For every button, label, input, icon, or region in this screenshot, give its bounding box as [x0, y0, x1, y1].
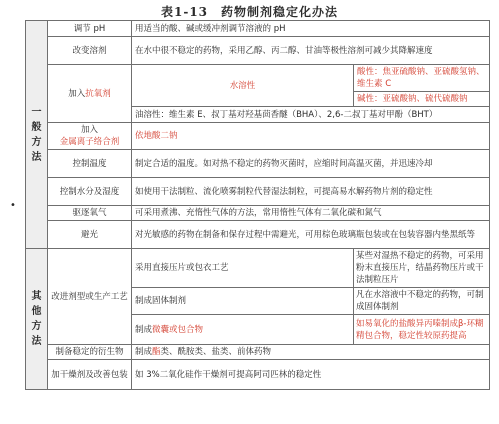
table-row — [26, 249, 490, 288]
method-light: 避光 — [48, 221, 132, 249]
desc-solvent: 在水中很不稳定的药物，采用乙醇、丙二醇、甘油等极性溶剂可减少其降解速度 — [132, 37, 490, 65]
method-humidity: 控制水分及湿度 — [48, 178, 132, 206]
sub-method-microcapsule — [132, 315, 354, 345]
section-general-label: 一般方法 — [26, 21, 48, 249]
desc-derivative-suffix: 类、酰胺类、盐类、前体药物 — [160, 347, 272, 357]
desc-derivative-red: 酯 — [152, 347, 161, 357]
desc-ph: 用适当的酸、碱或缓冲剂调节溶液的 pH — [132, 21, 490, 37]
desc-direct-compression: 某些对湿热不稳定的药物，可采用粉末直接压片，结晶药物压片或干法制粒压片 — [354, 249, 490, 288]
table-row — [26, 150, 490, 178]
desc-chelate: 依地酸二钠 — [132, 123, 490, 150]
sub-method-microcapsule-prefix: 制成 — [135, 324, 153, 335]
antioxidant-acidic: 酸性：焦亚硫酸钠、亚硫酸氢钠、维生素 C — [354, 65, 490, 92]
desc-solid: 凡在水溶液中不稳定的药物，可制成固体制剂 — [354, 288, 490, 315]
table-row — [26, 221, 490, 249]
desc-derivative — [132, 345, 490, 360]
table-row — [26, 65, 490, 92]
antioxidant-basic: 碱性：亚硫酸钠、硫代硫酸钠 — [354, 92, 490, 107]
method-derivative: 制备稳定的衍生物 — [48, 345, 132, 360]
desc-derivative-prefix: 制成 — [135, 347, 153, 357]
method-solvent: 改变溶剂 — [48, 37, 132, 65]
method-antioxidant-red: 抗氧剂 — [85, 88, 111, 99]
method-improve-dosage: 改进剂型或生产工艺 — [48, 249, 132, 345]
table-row — [26, 21, 490, 37]
method-desiccant: 加干燥剂及改善包装 — [48, 360, 132, 390]
method-chelate — [48, 123, 132, 150]
sub-method-direct-compression: 采用直接压片或包衣工艺 — [132, 249, 354, 288]
table-row — [26, 178, 490, 206]
section-other-label: 其他方法 — [26, 249, 48, 390]
desc-desiccant: 如 3%二氧化硅作干燥剂可提高阿司匹林的稳定性 — [132, 360, 490, 390]
method-chelate-red: 金属离子络合剂 — [59, 137, 120, 147]
table-row — [26, 37, 490, 65]
table-title: 表1-13 药物制剂稳定化办法 — [160, 5, 339, 19]
antioxidant-water-soluble: 水溶性 — [132, 65, 354, 107]
table-row — [26, 206, 490, 221]
desc-humidity: 如使用干法制粒、流化喷雾制粒代替湿法制粒，可提高易水解药物片剂的稳定性 — [132, 178, 490, 206]
method-antioxidant — [48, 65, 132, 123]
method-oxygen: 驱逐氧气 — [48, 206, 132, 221]
bullet-marker: • — [10, 200, 16, 211]
sub-method-microcapsule-red: 微囊或包合物 — [152, 324, 204, 335]
stabilization-methods-table — [25, 20, 490, 390]
method-antioxidant-prefix: 加入 — [68, 88, 86, 99]
method-ph: 调节 pH — [48, 21, 132, 37]
desc-temperature: 制定合适的温度。如对热不稳定的药物灭菌时，应缩时间高温灭菌，并迅速冷却 — [132, 150, 490, 178]
sub-method-solid: 制成固体制剂 — [132, 288, 354, 315]
desc-light: 对光敏感的药物在制备和保存过程中需避光，可用棕色玻璃瓶包装或在包装容器内垫黑纸等 — [132, 221, 490, 249]
table-row — [26, 345, 490, 360]
method-chelate-prefix: 加入 — [80, 125, 98, 135]
antioxidant-oil-soluble: 油溶性：维生素 E、叔丁基对羟基茴香醚（BHA）、2,6-二叔丁基对甲酚（BHT） — [132, 107, 490, 123]
desc-microcapsule: 如易氧化的盐酸异丙嗪制成β-环糊精包合物，稳定性较原药提高 — [354, 315, 490, 345]
desc-oxygen: 可采用煮沸、充惰性气体的方法，常用惰性气体有二氧化碳和氮气 — [132, 206, 490, 221]
method-temperature: 控制温度 — [48, 150, 132, 178]
table-row — [26, 123, 490, 150]
table-row — [26, 360, 490, 390]
